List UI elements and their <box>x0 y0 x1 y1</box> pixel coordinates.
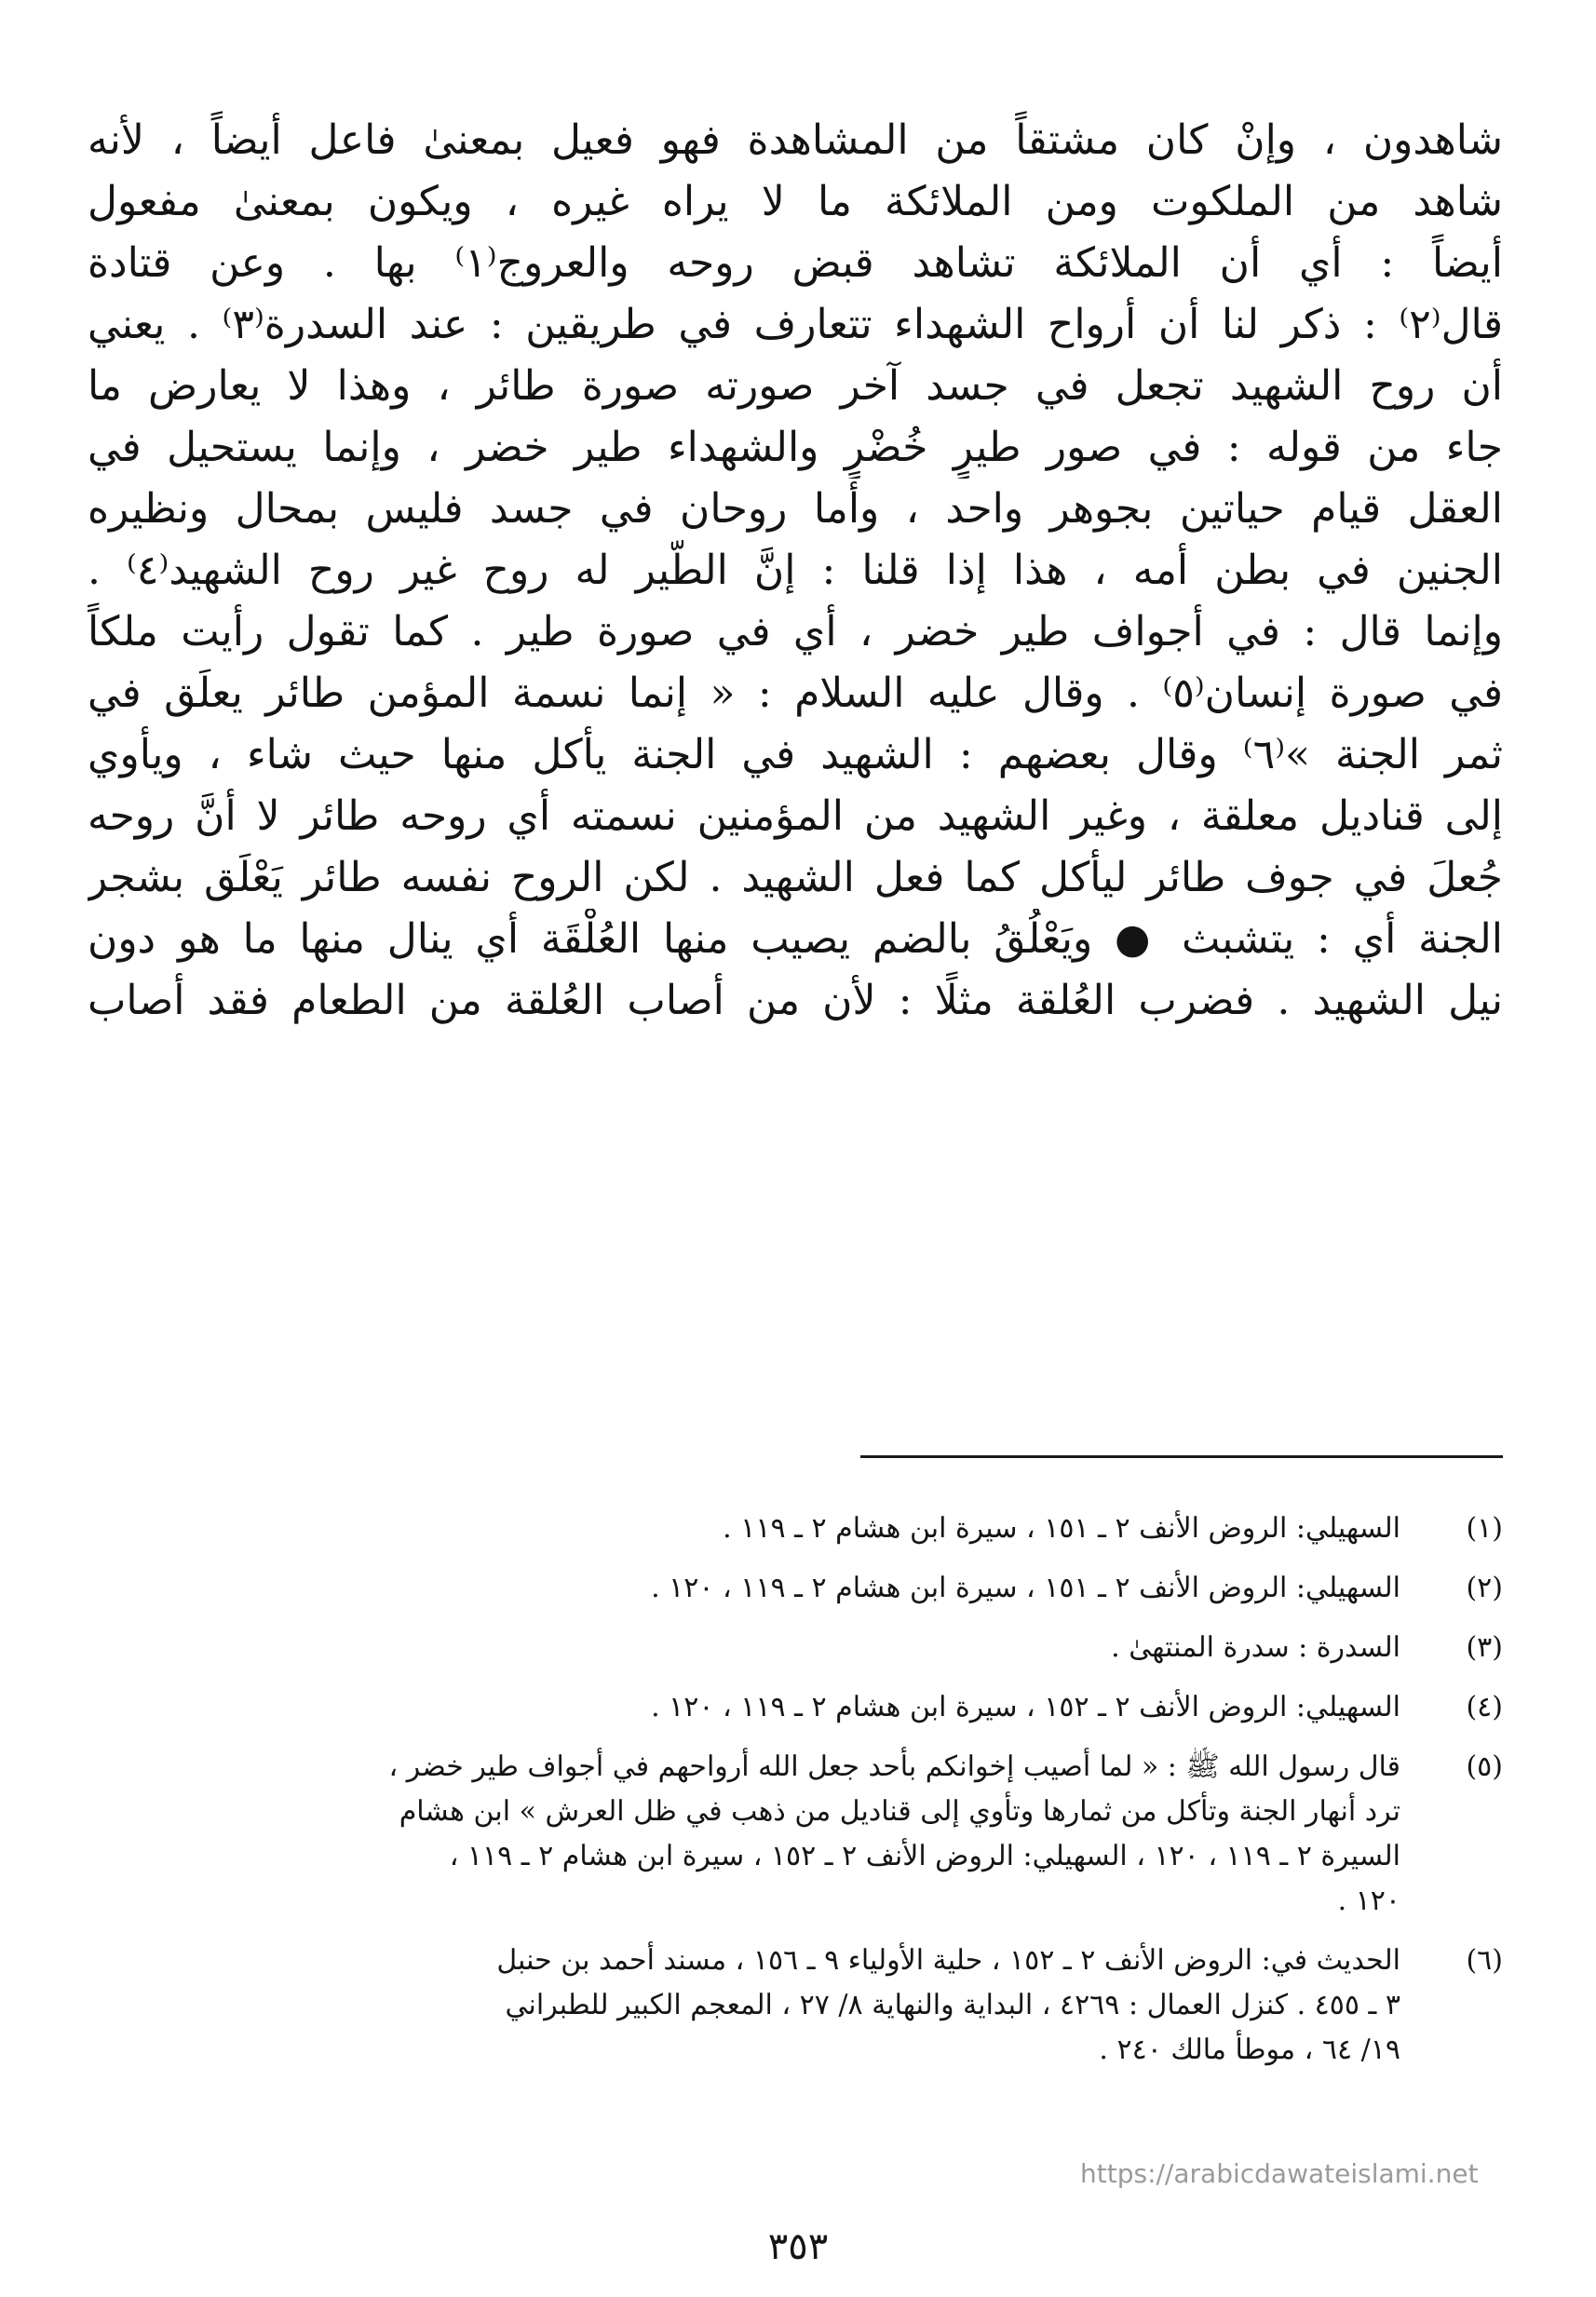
page-number: ٣٥٣ <box>767 2225 829 2268</box>
text-line: قال⁽٢⁾ : ذكر لنا أن أرواح الشهداء تتعارف في طريقين : عند السدرة⁽٣⁾ . يعني <box>88 301 1503 348</box>
text-line: جُعلَ في جوف طائر ليأكل كما فعل الشهيد . لكن الروح نفسه طائر يَعْلَق بشجر <box>88 854 1503 901</box>
footnote-text: ١٢٠ . <box>1337 1885 1400 1917</box>
footnote-text: السهيلي: الروض الأنف ٢ ـ ١٥١ ، سيرة ابن هشام ٢ ـ ١١٩ . <box>723 1512 1400 1545</box>
watermark-url: https://arabicdawateislami.net <box>1080 2158 1479 2189</box>
footnote-text: ١٩/ ٦٤ ، موطأ مالك ٢٤٠ . <box>1099 2034 1400 2066</box>
text-line: في صورة إنسان⁽٥⁾ . وقال عليه السلام : « إنما نسمة المؤمن طائر يعلَق في <box>88 669 1503 717</box>
footnote-text: السيرة ٢ ـ ١١٩ ، ١٢٠ ، السهيلي: الروض الأنف ٢ ـ ١٥٢ ، سيرة ابن هشام ٢ ـ ١١٩ ، <box>449 1840 1400 1872</box>
footnote-4 <box>88 1685 1503 1730</box>
footnote-6 <box>88 1939 1503 2073</box>
text-line: أن روح الشهيد تجعل في جسد آخر صورته صورة طائر ، وهذا لا يعارض ما <box>88 362 1503 410</box>
text-line: الجنة أي : يتشبث ● ويَعْلُقُ بالضم يصيب منها العُلْقَة أي ينال منها ما هو دون <box>88 915 1503 963</box>
text-line: أيضاً : أي أن الملائكة تشاهد قبض روحه والعروج⁽١⁾ بها . وعن قتادة <box>88 239 1503 287</box>
text-line: شاهد من الملكوت ومن الملائكة ما لا يراه غيره ، ويكون بمعنىٰ مفعول <box>88 178 1503 225</box>
text-line: وإنما قال : في أجواف طير خضر ، أي في صورة طير . كما تقول رأيت ملكاً <box>88 608 1503 655</box>
footnote-number: (٤) <box>1466 1691 1503 1723</box>
text-line: الجنين في بطن أمه ، هذا إذا قلنا : إنَّ الطَّير له روح غير روح الشهيد⁽٤⁾ . <box>88 547 1503 594</box>
footnote-3 <box>88 1626 1503 1670</box>
footnotes <box>88 1507 1503 2088</box>
footnote-1 <box>88 1507 1503 1551</box>
text-line: جاء من قوله : في صور طيرٍ خُضْرٍ والشهداء طير خضر ، وإنما يستحيل في <box>88 424 1503 471</box>
footnote-separator <box>860 1455 1503 1458</box>
footnote-text: ترد أنهار الجنة وتأكل من ثمارها وتأوي إلى قناديل من ذهب في ظل العرش » ابن هشام <box>399 1795 1400 1828</box>
footnote-number: (٢) <box>1466 1572 1503 1604</box>
main-text <box>88 110 1503 1032</box>
footnote-number: (٥) <box>1466 1750 1503 1783</box>
footnote-number: (٣) <box>1466 1631 1503 1664</box>
footnote-number: (٦) <box>1466 1944 1503 1977</box>
footnote-5 <box>88 1745 1503 1924</box>
footnote-text: ٣ ـ ٤٥٥ . كنزل العمال : ٤٢٦٩ ، البداية والنهاية ٨/ ٢٧ ، المعجم الكبير للطبراني <box>505 1989 1400 2021</box>
text-line: العقل قيام حياتين بجوهر واحد ، وأما روحان في جسد فليس بمحال ونظيره <box>88 485 1503 533</box>
footnote-2 <box>88 1566 1503 1611</box>
text-line: ثمر الجنة »⁽٦⁾ وقال بعضهم : الشهيد في الجنة يأكل منها حيث شاء ، ويأوي <box>88 731 1503 778</box>
text-line: إلى قناديل معلقة ، وغير الشهيد من المؤمنين نسمته أي روحه طائر لا أنَّ روحه <box>88 792 1503 840</box>
footnote-text: الحديث في: الروض الأنف ٢ ـ ١٥٢ ، حلية الأولياء ٩ ـ ١٥٦ ، مسند أحمد بن حنبل <box>496 1944 1400 1977</box>
text-line: شاهدون ، وإنْ كان مشتقاً من المشاهدة فهو فعيل بمعنىٰ فاعل أيضاً ، لأنه <box>88 116 1503 164</box>
footnote-text: السهيلي: الروض الأنف ٢ ـ ١٥١ ، سيرة ابن هشام ٢ ـ ١١٩ ، ١٢٠ . <box>651 1572 1400 1604</box>
footnote-text: قال رسول الله ﷺ : « لما أصيب إخوانكم بأحد جعل الله أرواحهم في أجواف طير خضر ، <box>388 1750 1400 1783</box>
footnote-text: السدرة : سدرة المنتهىٰ . <box>1111 1631 1400 1664</box>
footnote-number: (١) <box>1466 1512 1503 1545</box>
text-line: نيل الشهيد . فضرب العُلقة مثلًا : لأن من أصاب العُلقة من الطعام فقد أصاب <box>88 977 1503 1024</box>
footnote-text: السهيلي: الروض الأنف ٢ ـ ١٥٢ ، سيرة ابن هشام ٢ ـ ١١٩ ، ١٢٠ . <box>651 1691 1400 1723</box>
